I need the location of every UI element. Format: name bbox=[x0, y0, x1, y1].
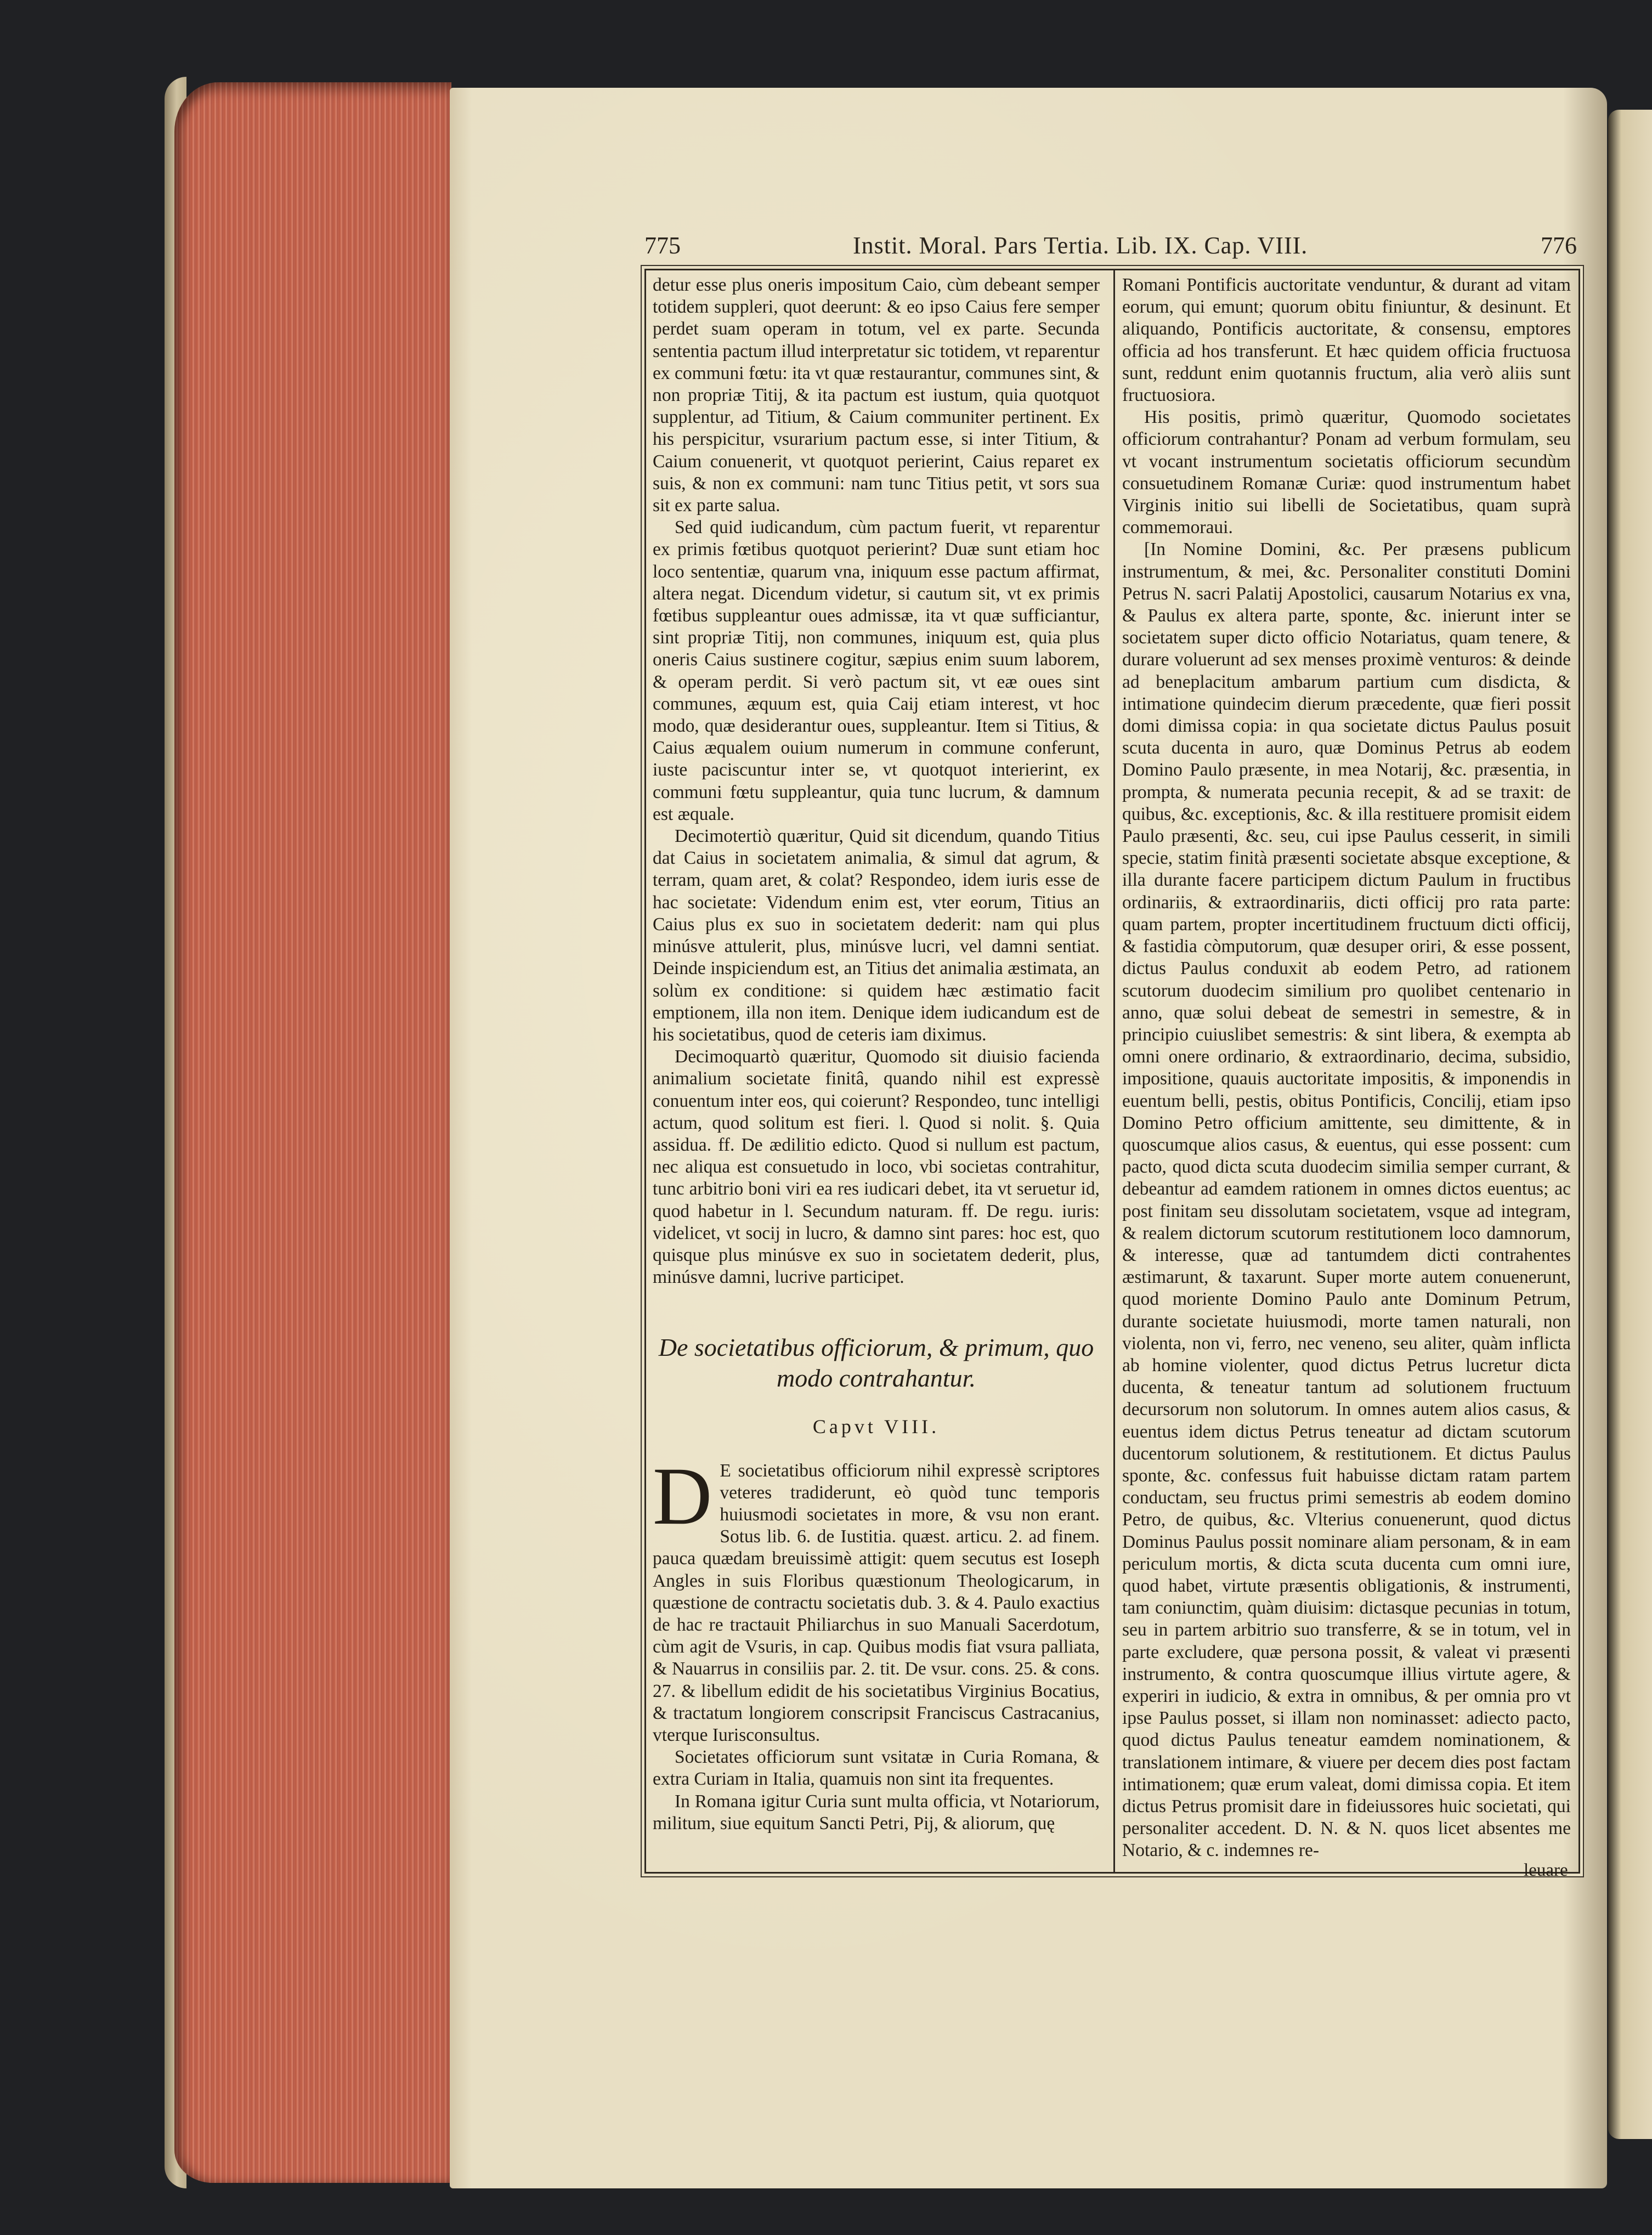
catchword: leuare bbox=[1524, 1860, 1568, 1880]
page-number-left: 775 bbox=[644, 232, 681, 259]
page-number-right: 776 bbox=[1541, 232, 1577, 259]
paragraph: Societates officiorum sunt vsitatæ in Curia Romana, & extra Curiam in Italia, quamuis non sint ita frequentes. bbox=[653, 1747, 1100, 1790]
facing-page-edge bbox=[1608, 110, 1652, 2139]
paragraph: detur esse plus oneris impositum Caio, cùm debeant semper totidem suppleri, quot deerunt: & eo ipso Caius fere semper perdet suam operam in totum, vel ex parte. Secunda sententia pactum illud interpretatur sic totidem, vt reparentur ex communi fœtu: ita vt quæ restaurantur, communes sint, & non propriæ Titij, & ita pactum est iustum, quia quotquot supplentur, ad Titium, & Caium communiter pertinent. Ex his perspicitur, vsurarium pactum esse, si inter Titium, & Caium conuenerit, vt quotquot perierint, Caius reparet ex suis, & non ex communi: nam tunc Titius petit, vt sors sua sit ex parte salua. bbox=[653, 275, 1100, 516]
paragraph: His positis, primò quæritur, Quomodo societates officiorum contrahantur? Ponam ad verbum formulam, seu vt vocant instrumentum societatis officiorum secundùm consuetudinem Romanæ Curiæ: quod instrumentum habet Virginis initio sui libelli de Societatibus, quam suprà commemoraui. bbox=[1122, 407, 1571, 538]
fore-edge-red bbox=[174, 82, 451, 2183]
running-header bbox=[644, 231, 1577, 264]
paragraph: Sed quid iudicandum, cùm pactum fuerit, vt reparentur ex primis fœtibus quotquot perierint? Duæ sunt etiam hoc loco sententiæ, quarum vna, iniquum esse pactum affirmat, altera negat. Dicendum videtur, si cautum sit, vt ex primis fœtibus suppleantur oues admissæ, ita vt quæ sufficiantur, sint propriæ Titij, non communes, iniquum est, quia plus oneris Caius sustinere cogitur, sæpius enim suum laborem, & operam perdit. Si verò pactum sit, vt eæ oues sint communes, æquum est, quia Caij etiam interest, vt hoc modo, quæ desiderantur oues, suppleantur. Item si Titius, & Caius æqualem ouium numerum in commune conferunt, iuste paciscuntur inter se, vt quotquot interierint, ex communi fœtu suppleantur, quia tunc lucrum, & damnum est æquale. bbox=[653, 517, 1100, 824]
left-column bbox=[653, 274, 1100, 1835]
paragraph: Decimoquartò quæritur, Quomodo sit diuisio facienda animalium societate finitâ, quando nihil est expressè conuentum inter eos, qui coierunt? Respondeo, tunc intelligi actum, quod solitum est fieri. l. Quod si nolit. §. Quia assidua. ff. De ædilitio edicto. Quod si nullum est pactum, nec aliqua est consuetudo in loco, vbi societas contrahitur, tunc arbitrio boni viri ea res iudicari debet, ita vt seruetur id, quod habetur in l. Secundum naturam. ff. De regu. iuris: videlicet, vt socij in lucro, & damno sint pares: hoc est, quo quisque plus minúsve ex suo in societatem dederit, plus, minúsve damni, lucrive participet. bbox=[653, 1046, 1100, 1288]
paragraph-dropcap bbox=[653, 1450, 1100, 1747]
paragraph: [In Nomine Domini, &c. Per præsens publicum instrumentum, & mei, &c. Personaliter constituti Domini Petrus N. sacri Palatij Apostolici, causarum Notarius ex vna, & Paulus ex altera parte, sponte, &c. inierunt inter se societatem super dicto officio Notariatus, quam tenere, & durare voluerunt ad sex menses proximè venturos: & deinde ad beneplacitum ambarum partium cum disdicta, & intimatione quindecim dierum præcedente, quæ fieri possit domi dimissa copia: in qua societate dictus Paulus posuit scuta ducenta in auro, quæ Dominus Petrus ab eodem Domino Paulo præsente, in mea Notarij, &c. præsentia, in prompta, & numerata pecunia recepit, & ad se traxit: de quibus, &c. exceptionis, &c. & illa restituere promisit eidem Paulo præsenti, &c. seu, cui ipse Paulus cesserit, in simili specie, statim finità præsenti societate absque exceptione, & illa durante facere participem dictum Paulum in fructibus ordinariis, & extraordinariis, dicti officij pro rata parte: quam partem, propter incertitudinem fructuum dicti officij, & fastidia còmputorum, quæ desuper oriri, & esse possent, dictus Paulus conduxit ab eodem Petro, ad rationem scutorum duodecim similium pro quolibet centenario in anno, quæ solui debeat de semestri in semestre, & in principio cuiuslibet semestris: & sint libera, & exempta ab omni onere ordinario, & extraordinario, decima, subsidio, impositione, quauis auctoritate impositis, & imponendis in euentum belli, pestis, obitus Pontificis, Concilij, etiam ipso Domino Petro officium amittente, seu dimittente, & in quoscumque alios casus, & euentus, qui esse possent: cum pacto, quod dicta scuta duodecim similia semper currant, & debeantur ad eamdem rationem in omnes dictos euentus; ac post finitam seu dissolutam societatem, vsque ad integram, & realem dictorum scutorum restitutionem loco damnorum, & interesse, quæ ad tantumdem dicti contrahentes æstimarunt, & taxarunt. Super morte autem conuenerunt, quod moriente Domino Paulo ante Dominum Petrum, durante societate huiusmodi, morte tamen naturali, non violenta, non vi, ferro, nec veneno, seu aliter, quàm inflicta ab homine violenter, quod dictus Petrus lucretur dicta ducenta, & teneatur tantum ad solutionem fructuum decursorum non solutorum. In omnes autem alios casus, & euentus idem dictus Petrus teneatur ad dictam scutorum ducentorum solutionem, & restitutionem. Et dictus Paulus sponte, &c. confessus fuit habuisse dictam ratam partem conductam, seu fructus primi semestris ab eodem domino Petro, de quibus, &c. Vlterius conuenerunt, quod dictus Dominus Paulus possit nominare aliam personam, & in eam periculum mortis, & dicta scuta ducenta cum omni iure, quod habet, virtute præsentis obligationis, & instrumenti, tam coniunctim, quàm diuisim: dictasque pecunias in totum, seu in partem arbitrio suo transferre, & se in totum, vel in parte excludere, quæ persona possit, & valeat vi præsenti instrumento, & contra quoscumque illius virtute agere, & experiri in iudicio, & extra in omnibus, & per omnia pro vt ipse Paulus posset, si illam non nominasset: adiecto pacto, quod dictus Paulus teneatur eamdem nominationem, & translationem intimare, & viuere per decem dies post factam intimationem; quæ erum valeat, domi dimissa copia. Et item dictus Petrus promisit dare in fideiussores huic societati, qui personaliter accedent. D. N. & N. quos licet absentes me Notario, & c. indemnes re- bbox=[1122, 539, 1571, 1861]
paragraph: Romani Pontificis auctoritate venduntur, & durant ad vitam eorum, qui emunt; quorum obitu finiuntur, & desinunt. Et aliquando, Pontificis auctoritate, & consensu, emptores officia ad hos transferunt. Et hæc quidem officia fructuosa sunt, reddunt enim quotannis fructum, alia verò aliis sunt fructuosiora. bbox=[1122, 275, 1571, 406]
paragraph: In Romana igitur Curia sunt multa officia, vt Notariorum, militum, siue equitum Sancti Petri, Pij, & aliorum, quę bbox=[653, 1791, 1100, 1834]
paragraph: Decimotertiò quæritur, Quid sit dicendum, quando Titius dat Caius in societatem animalia, & simul dat agrum, & terram, quam aret, & colat? Respondeo, idem iuris esse de hac societate: Videndum enim est, vter eorum, Titius an Caius plus ex suo in societatem dederit: nam qui plus minúsve attulerit, plus, minúsve lucri, vel damni sentiat. Deinde inspiciendum est, an Titius det animalia æstimata, an solùm ex conditione: si quidem hæc æstimatio facit emptionem, illa non item. Denique idem iudicandum est de his societatibus, quod de ceteris iam diximus. bbox=[653, 826, 1100, 1045]
paragraph-text: E societatibus officiorum nihil expressè scriptores veteres tradiderunt, eò quòd tunc temporis huiusmodi societates in more, & vsu non erant. Sotus lib. 6. de Iustitia. quæst. articu. 2. ad finem. pauca quædam breuissimè attigit: quem secutus est Ioseph Angles in suis Floribus quæstionum Theologicarum, in quæstione de contractu societatis dub. 3. & 4. Paulo exactius de hac re tractauit Philiarchus in suo Manuali Sacerdotum, cùm agit de Vsuris, in cap. Quibus modis fiat vsura palliata, & Nauarrus in consiliis par. 2. tit. De vsur. cons. 25. & cons. 27. & libellum edidit de his societatibus Virginius Bocatius, & tractatum longiorem conscripsit Franciscus Castracanius, vterque Iurisconsultus. bbox=[653, 1460, 1100, 1745]
chapter-title: Capvt VIII. bbox=[812, 1416, 940, 1438]
column-rule bbox=[1113, 269, 1115, 1874]
drop-cap: D bbox=[653, 1450, 712, 1542]
section-heading: De societatibus officiorum, & primum, quo modo contrahantur. bbox=[658, 1333, 1094, 1393]
right-column bbox=[1122, 274, 1571, 1862]
running-title: Instit. Moral. Pars Tertia. Lib. IX. Cap. VIII. bbox=[853, 232, 1308, 259]
